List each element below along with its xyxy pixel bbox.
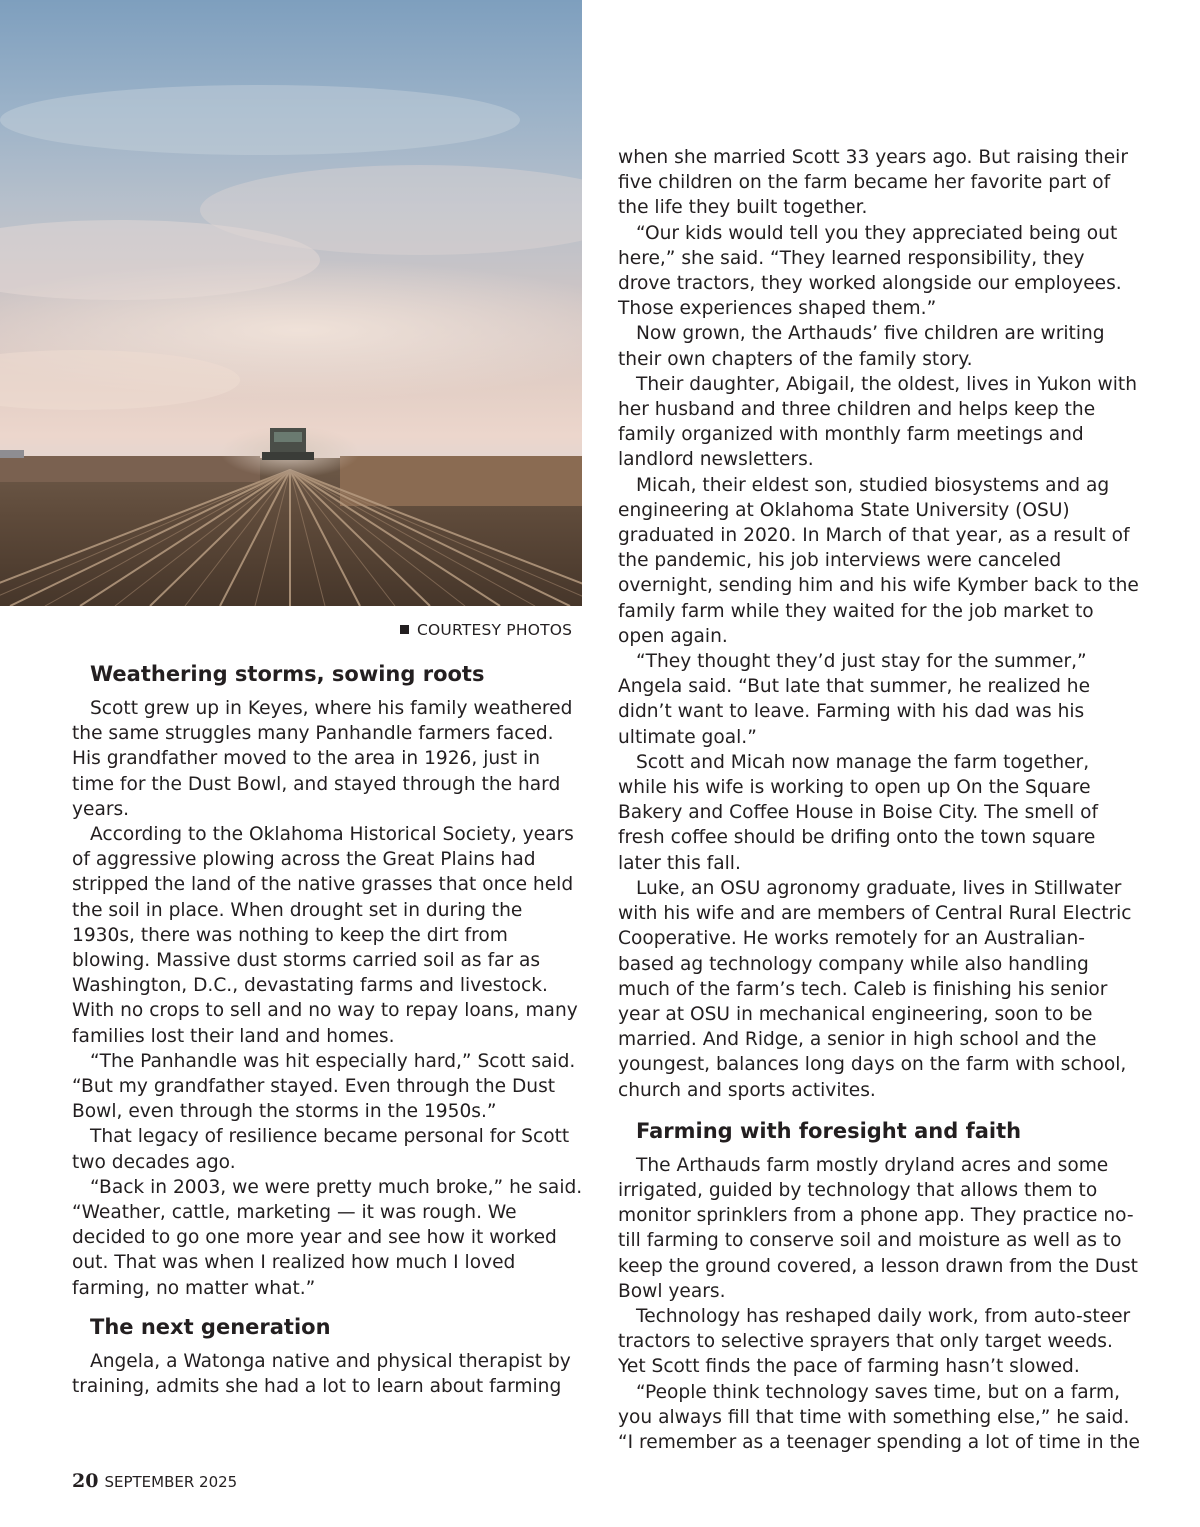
issue-date: SEPTEMBER 2025 xyxy=(104,1473,238,1491)
paragraph: Now grown, the Arthauds’ five children are writing their own chapters of the family story. xyxy=(618,323,1105,370)
section-heading: The next generation xyxy=(90,1314,331,1339)
paragraph: “Our kids would tell you they appreciated being out here,” she said. “They learned responsibility, they drove tractors, they worked alongside our employees. Those experiences shaped them.” xyxy=(618,222,1122,320)
section-heading: Weathering storms, sowing roots xyxy=(90,662,485,686)
paragraph: Luke, an OSU agronomy graduate, lives in Stillwater with his wife and are members of Central Rural Electric Cooperative. He works remotely for an Australian-based ag technology company while also handling much of the farm’s tech. Caleb is finishing his senior year at OSU in mechanical engineering, soon to be married. And Ridge, a senior in high school and the youngest, balances long days on the farm with school, church and sports activites. xyxy=(618,877,1132,1101)
caption-bullet-icon xyxy=(400,625,409,634)
paragraph: “They thought they’d just stay for the summer,” Angela said. “But late that summer, he realized he didn’t want to leave. Farming with his dad was his ultimate goal.” xyxy=(618,651,1091,748)
page-number: 20 xyxy=(72,1470,99,1492)
paragraph: Their daughter, Abigail, the oldest, lives in Yukon with her husband and three children and helps keep the family organized with monthly farm meetings and landlord newsletters. xyxy=(618,373,1137,471)
paragraph: Technology has reshaped daily work, from auto-steer tractors to selective sprayers that only target weeds. Yet Scott finds the pace of farming hasn’t slowed. xyxy=(618,1305,1131,1378)
combine-harvester-photo xyxy=(0,0,582,606)
paragraph: The Arthauds farm mostly dryland acres and some irrigated, guided by technology that allows them to monitor sprinklers from a phone app. They practice no-till farming to conserve soil and moisture as well as to keep the ground covered, a lesson drawn from the Dust Bowl years. xyxy=(618,1154,1138,1302)
paragraph: Scott grew up in Keyes, where his family weathered the same struggles many Panhandle farmers faced. His grandfather moved to the area in 1926, just in time for the Dust Bowl, and stayed through the hard years. xyxy=(72,698,573,820)
paragraph: “People think technology saves time, but on a farm, you always fill that time with something else,” he said. “I remember as a teenager spending a lot of time in the xyxy=(618,1381,1140,1453)
photo-caption-text: COURTESY PHOTOS xyxy=(417,621,573,639)
photo-caption xyxy=(400,621,572,639)
paragraph: According to the Oklahoma Historical Society, years of aggressive plowing across the Great Plains had stripped the land of the native grasses that once held the soil in place. When drought set in during the 1930s, there was nothing to keep the dirt from blowing. Massive dust storms carried soil as far as Washington, D.C., devastating farms and livestock. With no crops to sell and no way to repay loans, many families lost their land and homes. xyxy=(72,824,578,1047)
paragraph: Scott and Micah now manage the farm together, while his wife is working to open up On the Square Bakery and Coffee House in Boise City. The smell of fresh coffee should be drifing onto the town square later this fall. xyxy=(618,751,1098,874)
paragraph: Angela, a Watonga native and physical therapist by training, admits she had a lot to learn about farming xyxy=(72,1350,571,1398)
paragraph: “The Panhandle was hit especially hard,” Scott said. “But my grandfather stayed. Even through the Dust Bowl, even through the storms in the 1950s.” xyxy=(72,1050,576,1123)
paragraph: Micah, their eldest son, studied biosystems and ag engineering at Oklahoma State University (OSU) graduated in 2020. In March of that year, as a result of the pandemic, his job interviews were canceled overnight, sending him and his wife Kymber back to the family farm while they waited for the job market to open again. xyxy=(618,474,1139,647)
page-footer xyxy=(72,1470,237,1492)
section-heading: Farming with foresight and faith xyxy=(636,1118,1022,1143)
paragraph: That legacy of resilience became personal for Scott two decades ago. xyxy=(72,1126,570,1173)
paragraph: “Back in 2003, we were pretty much broke,” he said. “Weather, cattle, marketing — it was rough. We decided to go one more year and see how it worked out. That was when I realized how much I loved farming, no matter what.” xyxy=(72,1176,583,1299)
paragraph: when she married Scott 33 years ago. But raising their five children on the farm became her favorite part of the life they built together. xyxy=(618,147,1128,219)
right-column xyxy=(618,145,1140,1455)
field-photo-illustration xyxy=(0,0,582,606)
left-column xyxy=(72,660,584,1399)
